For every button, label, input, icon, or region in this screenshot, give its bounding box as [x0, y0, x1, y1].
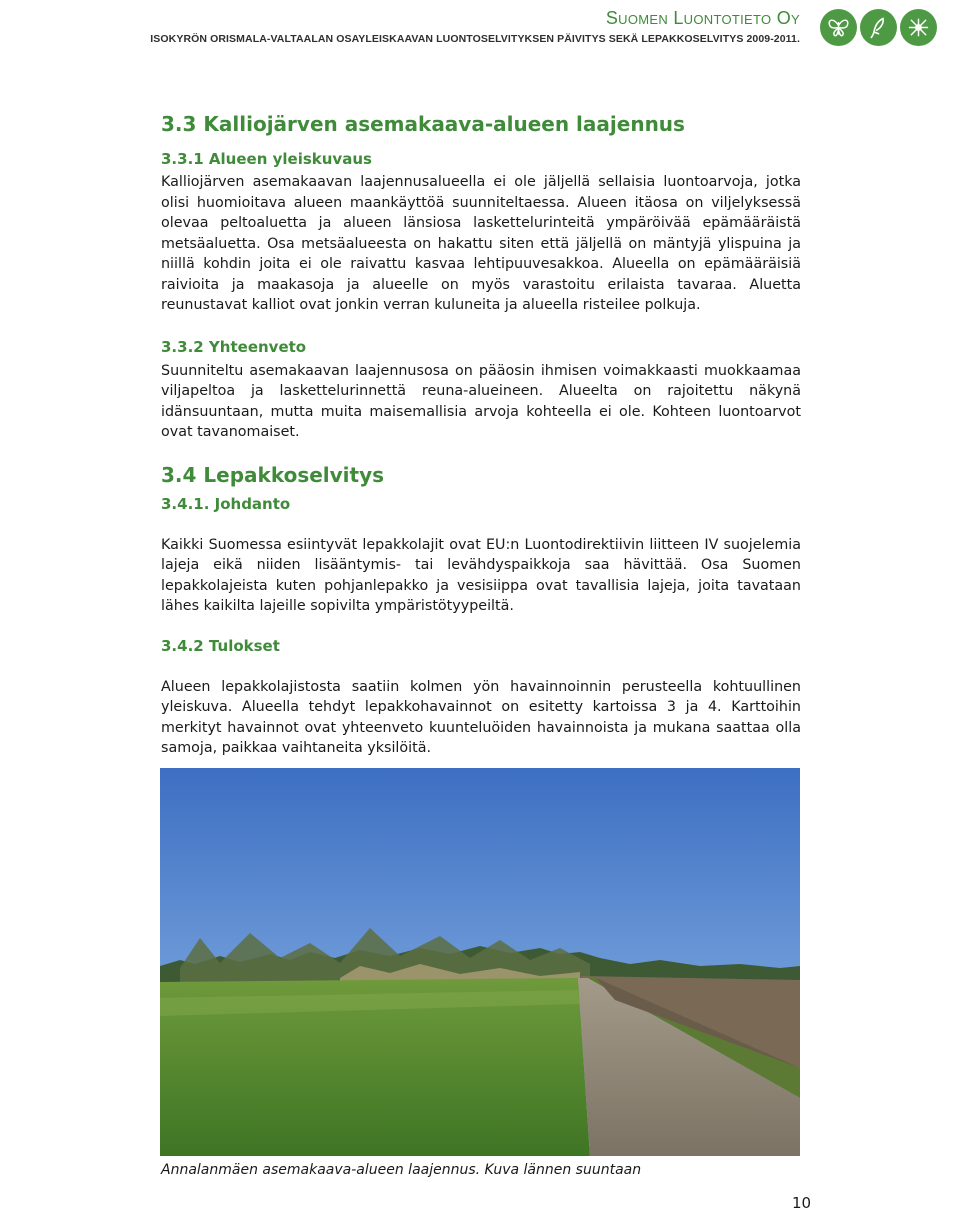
photo-caption: Annalanmäen asemakaava-alueen laajennus. Kuva lännen suuntaan	[161, 1162, 642, 1178]
section-3-3-2-paragraph: Suunniteltu asemakaavan laajennusosa on pääosin ihmisen voimakkaasti muokkaamaa viljapeltoa ja laskettelurinnettä reuna-alueineen. Alueelta on rajoitettu näkynä idänsuuntaan, mutta muita maisemallisia arvoja kohteella ei ole. Kohteen luontoarvot ovat tavanomaiset.	[161, 362, 801, 440]
section-3-3-heading: 3.3 Kalliojärven asemakaava-alueen laajennus	[161, 112, 685, 136]
bat-icon	[900, 9, 937, 46]
company-name: Suomen Luontotieto Oy	[605, 8, 800, 28]
report-title: ISOKYRÖN ORISMALA-VALTAALAN OSAYLEISKAAVAN LUONTOSELVITYKSEN PÄIVITYS SEKÄ LEPAKKOSELVITYS 2009-2011.	[150, 33, 800, 45]
section-3-4-heading: 3.4 Lepakkoselvitys	[161, 462, 385, 487]
section-3-4-2-paragraph: Alueen lepakkolajistosta saatiin kolmen yön havainnoinnin perusteella kohtuullinen yleiskuva. Alueella tehdyt lepakkohavainnot on esitetty kartoissa 3 ja 4. Karttoihin merkityt havainnot ovat yhteenveto kuunteluöiden havainnoista ja mukana saattaa olla samoja, paikkaa vaihtaneita yksilöitä.	[161, 678, 801, 756]
section-3-3-1-paragraph: Kalliojärven asemakaavan laajennusalueella ei ole jäljellä sellaisia luontoarvoja, jotka olisi huomioitava alueen maankäyttöä suunniteltaessa. Alueen itäosa on viljelyksessä olevaa peltoaluetta ja alueen länsiosa laskettelurinteitä ympäröivää epämääräistä metsäaluetta. Osa metsäalueesta on hakattu siten että jäljellä on mäntyjä ylispuina ja niillä kohdin joita ei ole raivattu kasvaa lehtipuuvesakkoa. Alueella on epämääräisiä raivioita ja maakasoja ja alueelle on myös varastoitu erilaista tavaraa. Aluetta reunustavat kalliot ovat jonkin verran kuluneita ja alueella risteilee polkuja.	[161, 174, 801, 313]
bird-icon	[860, 9, 897, 46]
page-content	[161, 110, 801, 759]
section-3-4-2-heading: 3.4.2 Tulokset	[161, 636, 280, 655]
section-3-4-1-paragraph: Kaikki Suomessa esiintyvät lepakkolajit ovat EU:n Luontodirektiivin liitteen IV suojelemia lajeja eikä niiden lisääntymis- tai levähdyspaikkoja saa hävittää. Osa Suomen lepakkolajeista kuten pohjanlepakko ja vesisiippa ovat tavallisia lajeja, joita tavataan lähes kaikilta lajeille sopivilta ympäristötyypeiltä.	[161, 536, 801, 614]
section-3-4-1-heading: 3.4.1. Johdanto	[161, 494, 291, 513]
section-3-3-1-heading: 3.3.1 Alueen yleiskuvaus	[161, 150, 372, 168]
section-3-3-2-heading: 3.3.2 Yhteenveto	[161, 337, 307, 356]
butterfly-icon	[820, 9, 857, 46]
page-number: 10	[792, 1194, 812, 1212]
landscape-photo	[160, 768, 800, 1156]
company-logos	[820, 9, 937, 46]
